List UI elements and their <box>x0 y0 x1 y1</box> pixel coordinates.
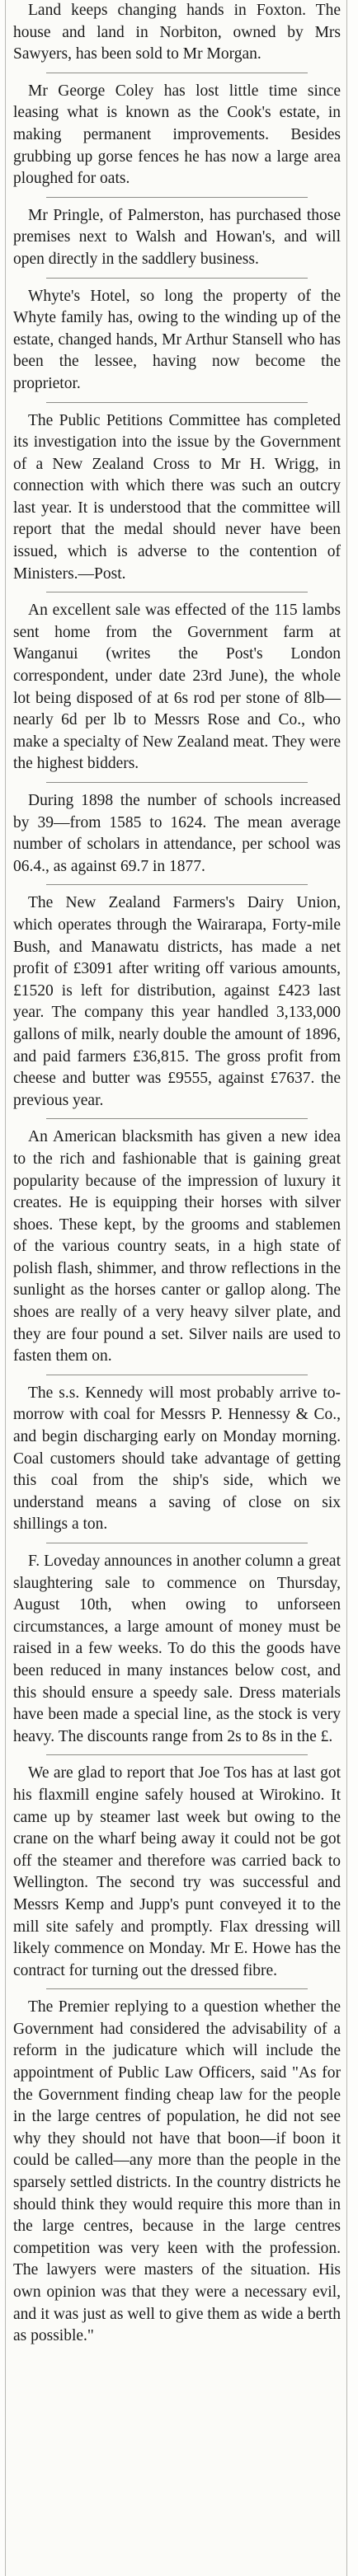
article-coley-estate: Mr George Coley has lost little time since leasing what is known as the Cook's estate, in making permanent improvements. Besides grubbing up gorse fences he has now a large area ploughed for oats. <box>13 82 341 188</box>
article-lamb-sale: An excellent sale was effected of the 115 lambs sent home from the Government farm at Wanganui (writes the Post's London correspondent, under date 23rd June), the whole lot being disposed of at 6s rod per stone of 8lb—nearly 6d per lb to Messrs Rose and Co., who make a specialty of New Zealand meat. They were the highest bidders. <box>13 602 341 773</box>
article-petitions-committee: The Public Petitions Committee has completed its investigation into the issue by the Government of a New Zealand Cross to Mr H. Wrigg, in connection with which there was such an outcry last year. It is understood that the committee will report that the medal should never have been issued, which is adverse to the contention of Ministers.—Post. <box>13 411 341 583</box>
article-pringle-premises: Mr Pringle, of Palmerston, has purchased those premises next to Walsh and Howan's, and will open directly in the saddlery business. <box>13 206 341 268</box>
article-separator <box>46 197 308 198</box>
article-separator <box>46 884 308 885</box>
article-whyte-family: Whyte's Hotel, so long the property of the Whyte family has, owing to the winding up of the estate, changed hands, Mr Arthur Stansell who has been the lessee, having now become the proprietor. <box>13 287 341 392</box>
newspaper-column <box>5 0 347 2576</box>
article-separator <box>46 782 308 783</box>
article-separator <box>46 1754 308 1755</box>
article-schools-1898: During 1898 the number of schools increased by 39—from 1585 to 1624. The mean average number of scholars in attendance, per school was 06.4., as against 69.7 in 1877. <box>13 792 341 875</box>
article-separator <box>46 1118 308 1119</box>
article-premier-law: The Premier replying to a question whether the Government had considered the advisability of a reform in the judicature which will include the appointment of Public Law Officers, said "As for the Government finding cheap law for the people in the large centres of population, he did not see why they should not have that boon—if boon it could be called—any more than the people in the sparsely settled districts. In the country districts he should think they would require this more than in the large centres, because in the large centres competition was very keen with the profession. The lawyers were masters of the situation. His own opinion was that they were a necessary evil, and it was just as well to give them as wide a berth as possible." <box>13 1998 341 2345</box>
article-loveday-sale: F. Loveday announces in another column a great slaughtering sale to commence on Thursday, August 10th, when owing to unforseen circumstances, a large amount of money must be raised in a few weeks. To do this the goods have been reduced in many instances below cost, and this should ensure a speedy sale. Dress materials have been made a special line, as the stock is very heavy. The discounts range from 2s to 8s in the £. <box>13 1553 341 1745</box>
article-dairy-union: The New Zealand Farmers's Dairy Union, which operates through the Wairarapa, Forty-mile Bush, and Manawatu districts, has made a net profit of £3091 after writing off various amounts, £1520 is left for distribution, against £423 last year. The company this year handled 3,133,000 gallons of milk, nearly double the amount of 1896, and paid farmers £36,815. The gross profit from cheese and butter was £9555, against £7637. the previous year. <box>13 894 341 1109</box>
article-ss-kennedy: The s.s. Kennedy will most probably arrive to-morrow with coal for Messrs P. Hennessy & Co., and begin discharging early on Monday morning. Coal customers should take advantage of getting this coal from the ship's side, which we understand means a saving of close on six shillings a ton. <box>13 1384 341 1534</box>
article-foxton-land: Land keeps changing hands in Foxton. The house and land in Norbiton, owned by Mrs Sawyers, has been sold to Mr Morgan. <box>13 2 341 63</box>
article-tos-flaxmill: We are glad to report that Joe Tos has at last got his flaxmill engine safely housed at Wirokino. It came up by steamer last week but owing to the crane on the wharf being away it could not be got off the steamer and therefore was carried back to Wellington. The second try was successful and Messrs Kemp and Jupp's punt conveyed it to the mill site safely and promptly. Flax dressing will likely commence on Monday. Mr E. Howe has the contract for turning out the dressed fibre. <box>13 1764 341 1979</box>
article-separator <box>46 1988 308 1989</box>
article-silver-shoes: An American blacksmith has given a new idea to the rich and fashionable that is gaining great popularity because of the impression of luxury it creates. He is equipping their horses with silver shoes. These kept, by the grooms and stablemen of the various country seats, in a high state of polish flash, shimmer, and throw reflections in the sunlight as the horses canter or gallop along. The shoes are really of a very heavy silver plate, and they are four pound a set. Silver nails are used to fasten them on. <box>13 1128 341 1365</box>
article-separator <box>46 278 308 279</box>
article-list <box>5 0 347 2348</box>
article-separator <box>46 402 308 403</box>
